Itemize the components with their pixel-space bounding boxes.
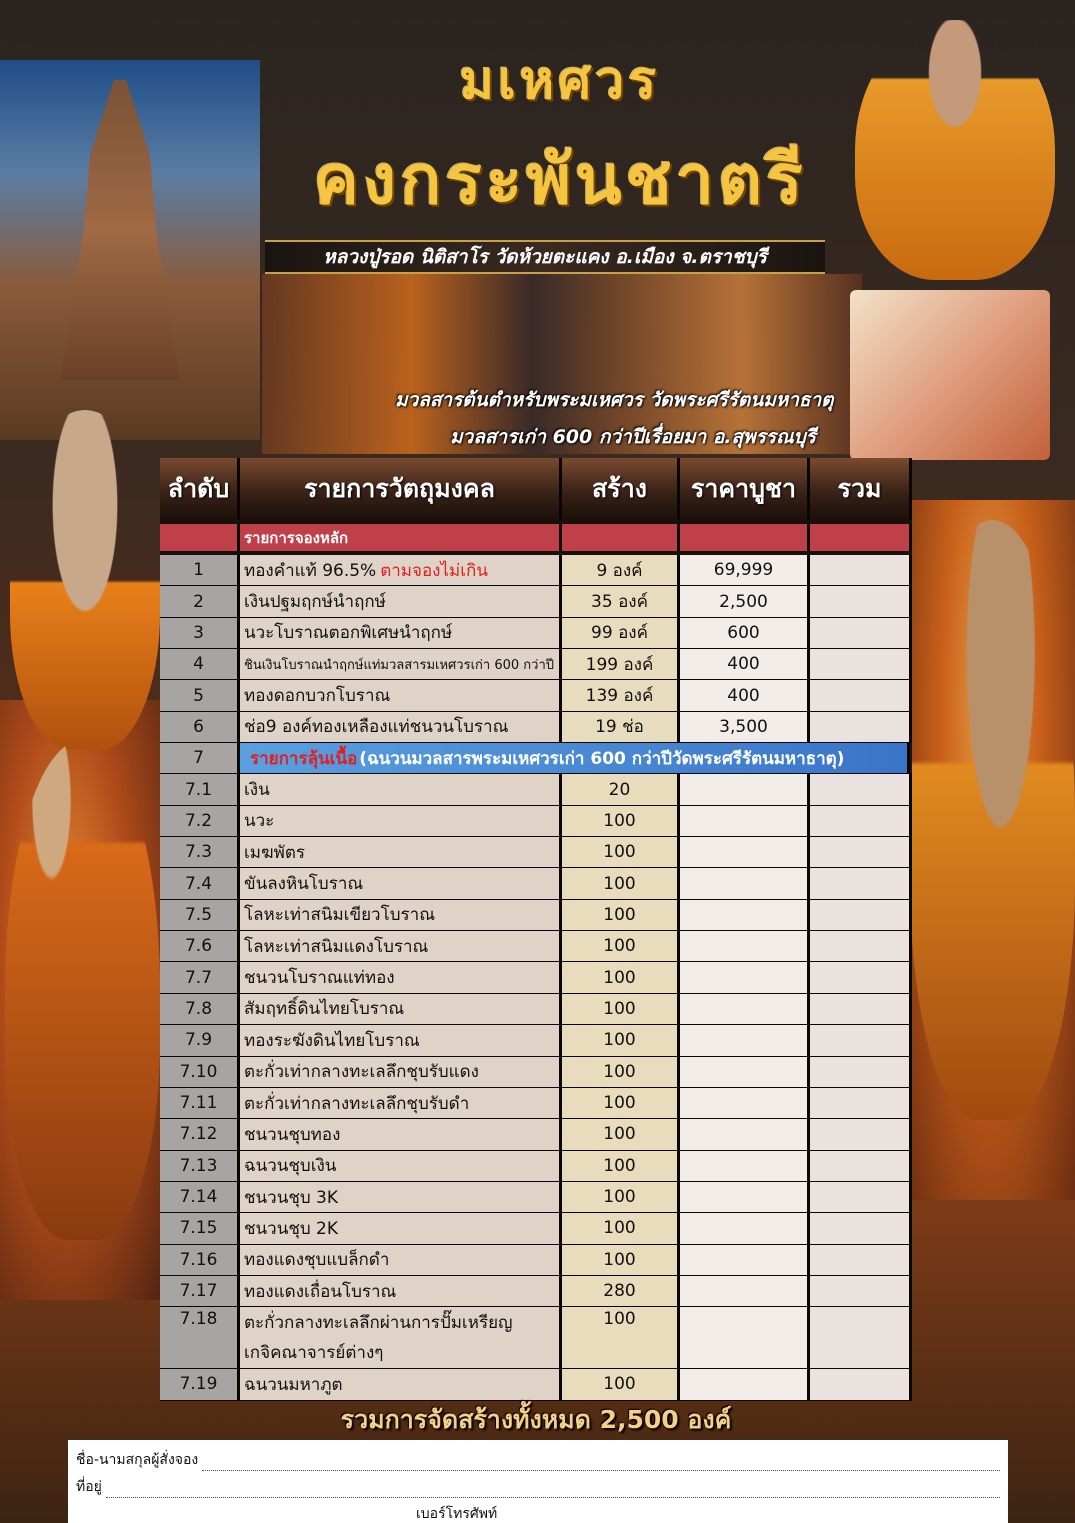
item-qty: 100 bbox=[562, 1057, 680, 1087]
table-row bbox=[160, 962, 912, 993]
item-total bbox=[810, 931, 912, 961]
monk-portrait-top-right bbox=[855, 20, 1055, 280]
item-price bbox=[680, 1088, 810, 1118]
row-number: 7.18 bbox=[160, 1307, 240, 1368]
item-qty: 9 องค์ bbox=[562, 555, 680, 585]
item-price: 400 bbox=[680, 649, 810, 679]
address-field-row[interactable] bbox=[76, 1471, 1000, 1498]
table-row bbox=[160, 931, 912, 962]
row-number: 7.8 bbox=[160, 994, 240, 1024]
item-price: 600 bbox=[680, 618, 810, 648]
item-price bbox=[680, 1025, 810, 1055]
column-header-item: รายการวัตถุมงคล bbox=[240, 458, 562, 520]
item-total bbox=[810, 994, 912, 1024]
table-body bbox=[160, 555, 912, 1401]
table-row bbox=[160, 1307, 912, 1369]
price-table bbox=[160, 458, 912, 1400]
row-number: 7.11 bbox=[160, 1088, 240, 1118]
section-7-label bbox=[240, 743, 910, 773]
row-number: 7.1 bbox=[160, 774, 240, 804]
item-name: ตะกั่วเท่ากลางทะเลลึกชุบรับแดง bbox=[240, 1057, 562, 1087]
table-row bbox=[160, 618, 912, 649]
item-price bbox=[680, 1057, 810, 1087]
subtitle-banner: หลวงปู่รอด นิติสาโร วัดห้วยตะแคง อ.เมือง จ.ตราชบุรี bbox=[265, 240, 825, 274]
table-row bbox=[160, 806, 912, 837]
caption-1: มวลสารต้นตำหรับพระมเหศวร วัดพระศรีรัตนมหาธาตุ bbox=[395, 389, 834, 411]
monk-portrait-right bbox=[910, 520, 1075, 1120]
item-name: เงิน bbox=[240, 774, 562, 804]
item-qty: 139 องค์ bbox=[562, 680, 680, 710]
item-qty: 100 bbox=[562, 1213, 680, 1243]
item-name: ชนวนชุบทอง bbox=[240, 1119, 562, 1149]
title-line-2: คงกระพันชาตรี bbox=[313, 140, 807, 220]
table-row bbox=[160, 680, 912, 711]
item-total bbox=[810, 1088, 912, 1118]
item-name: ขันลงหินโบราณ bbox=[240, 868, 562, 898]
item-price bbox=[680, 1245, 810, 1275]
item-name: ชนวนชุบ 2K bbox=[240, 1213, 562, 1243]
order-form bbox=[68, 1440, 1008, 1523]
title-line-1: มเหศวร bbox=[459, 50, 661, 111]
item-total bbox=[810, 680, 912, 710]
item-name bbox=[240, 1307, 562, 1368]
item-name: โลหะเท่าสนิมเขียวโบราณ bbox=[240, 900, 562, 930]
table-row bbox=[160, 1119, 912, 1150]
item-name-line-1: ตะกั่วกลางทะเลลึกผ่านการปั๊มเหรียญ bbox=[244, 1313, 513, 1334]
item-name: นวะ bbox=[240, 806, 562, 836]
item-name bbox=[240, 555, 562, 585]
item-price bbox=[680, 1151, 810, 1181]
row-number: 7.19 bbox=[160, 1369, 240, 1399]
table-row bbox=[160, 586, 912, 617]
item-price bbox=[680, 806, 810, 836]
item-qty: 100 bbox=[562, 1369, 680, 1399]
table-row bbox=[160, 1025, 912, 1056]
item-total bbox=[810, 1276, 912, 1306]
item-total bbox=[810, 1369, 912, 1399]
item-total bbox=[810, 1057, 912, 1087]
item-price: 400 bbox=[680, 680, 810, 710]
phone-label: เบอร์โทรศัพท์ bbox=[416, 1506, 498, 1522]
table-row bbox=[160, 994, 912, 1025]
table-row bbox=[160, 1369, 912, 1400]
item-total bbox=[810, 1245, 912, 1275]
item-name: ชินเงินโบราณนำฤกษ์แท่มวลสารมเหศวรเก่า 600 กว่าปี bbox=[240, 649, 562, 679]
row-number: 7.9 bbox=[160, 1025, 240, 1055]
name-field[interactable] bbox=[202, 1470, 1000, 1471]
item-name: นวะโบราณตอกพิเศษนำฤกษ์ bbox=[240, 618, 562, 648]
address-field[interactable] bbox=[106, 1497, 1000, 1498]
row-number: 7 bbox=[160, 743, 240, 773]
row-number: 2 bbox=[160, 586, 240, 616]
item-qty: 100 bbox=[562, 1245, 680, 1275]
item-total bbox=[810, 837, 912, 867]
column-header-price: ราคาบูชา bbox=[680, 458, 810, 520]
item-total bbox=[810, 618, 912, 648]
item-price bbox=[680, 900, 810, 930]
item-price bbox=[680, 1213, 810, 1243]
table-row bbox=[160, 774, 912, 805]
poster-title bbox=[260, 18, 860, 238]
item-price: 3,500 bbox=[680, 712, 810, 742]
item-name: ทองระฆังดินไทยโบราณ bbox=[240, 1025, 562, 1055]
row-number: 7.15 bbox=[160, 1213, 240, 1243]
table-row bbox=[160, 1088, 912, 1119]
item-name: ตะกั่วเท่ากลางทะเลลึกชุบรับดำ bbox=[240, 1088, 562, 1118]
row-number: 3 bbox=[160, 618, 240, 648]
caption-2: มวลสารเก่า 600 กว่าปีเรื่อยมา อ.สุพรรณบุรี bbox=[450, 426, 816, 448]
item-price bbox=[680, 1119, 810, 1149]
column-header-total: รวม bbox=[810, 458, 912, 520]
item-price bbox=[680, 837, 810, 867]
table-row bbox=[160, 712, 912, 743]
item-name: ฉนวนชุบเงิน bbox=[240, 1151, 562, 1181]
item-qty: 100 bbox=[562, 962, 680, 992]
item-name: ทองแดงชุบแบล็กดำ bbox=[240, 1245, 562, 1275]
row-number: 7.2 bbox=[160, 806, 240, 836]
row-number: 7.14 bbox=[160, 1182, 240, 1212]
item-price bbox=[680, 1182, 810, 1212]
item-qty: 35 องค์ bbox=[562, 586, 680, 616]
section-header-7 bbox=[160, 743, 912, 774]
name-field-row[interactable] bbox=[76, 1444, 1000, 1471]
item-qty: 100 bbox=[562, 1088, 680, 1118]
row-number: 1 bbox=[160, 555, 240, 585]
item-price bbox=[680, 1307, 810, 1368]
table-row bbox=[160, 1151, 912, 1182]
item-qty: 100 bbox=[562, 1025, 680, 1055]
item-name: เงินปฐมฤกษ์นำฤกษ์ bbox=[240, 586, 562, 616]
item-price bbox=[680, 931, 810, 961]
item-total bbox=[810, 774, 912, 804]
item-name-line-2: เกจิคณาจารย์ต่างๆ bbox=[244, 1343, 384, 1364]
item-name: ฉนวนมหาภูต bbox=[240, 1369, 562, 1399]
row-number: 6 bbox=[160, 712, 240, 742]
item-total bbox=[810, 586, 912, 616]
table-row bbox=[160, 1245, 912, 1276]
amulet-statue-image bbox=[850, 290, 1050, 460]
section-7-highlight: รายการลุ้นเนื้อ bbox=[250, 748, 358, 769]
item-total bbox=[810, 1182, 912, 1212]
item-qty: 100 bbox=[562, 1182, 680, 1212]
item-qty: 100 bbox=[562, 994, 680, 1024]
row-number: 7.13 bbox=[160, 1151, 240, 1181]
limit-note: ตามจองไม่เกิน bbox=[380, 560, 488, 581]
item-price bbox=[680, 962, 810, 992]
item-name: ช่อ9 องค์ทองเหลืองแท่ชนวนโบราณ bbox=[240, 712, 562, 742]
item-total bbox=[810, 555, 912, 585]
table-row bbox=[160, 837, 912, 868]
section-main-label: รายการจองหลัก bbox=[240, 524, 562, 551]
item-total bbox=[810, 900, 912, 930]
item-total bbox=[810, 649, 912, 679]
item-name: ทองดอกบวกโบราณ bbox=[240, 680, 562, 710]
item-name: ชนวนชุบ 3K bbox=[240, 1182, 562, 1212]
item-total bbox=[810, 1025, 912, 1055]
table-row bbox=[160, 1057, 912, 1088]
column-header-no: ลำดับ bbox=[160, 458, 240, 520]
table-header bbox=[160, 458, 912, 520]
table-row bbox=[160, 1213, 912, 1244]
row-number: 4 bbox=[160, 649, 240, 679]
item-total bbox=[810, 868, 912, 898]
row-number: 7.17 bbox=[160, 1276, 240, 1306]
item-qty: 100 bbox=[562, 837, 680, 867]
monk-portrait-left-lower bbox=[5, 740, 160, 1240]
section-7-description: (ฉนวนมวลสารพระมเหศวรเก่า 600 กว่าปีวัดพระศรีรัตนมหาธาตุ) bbox=[359, 748, 845, 769]
item-name: สัมฤทธิ์ดินไทยโบราณ bbox=[240, 994, 562, 1024]
item-qty: 199 องค์ bbox=[562, 649, 680, 679]
item-qty: 100 bbox=[562, 806, 680, 836]
item-qty: 100 bbox=[562, 1307, 680, 1368]
item-qty: 100 bbox=[562, 868, 680, 898]
item-name: ชนวนโบราณแท่ทอง bbox=[240, 962, 562, 992]
item-price bbox=[680, 774, 810, 804]
table-row bbox=[160, 555, 912, 586]
table-row bbox=[160, 1276, 912, 1307]
row-number: 7.12 bbox=[160, 1119, 240, 1149]
row-number: 7.6 bbox=[160, 931, 240, 961]
phone-field-row[interactable] bbox=[76, 1498, 1000, 1523]
column-header-qty: สร้าง bbox=[562, 458, 680, 520]
item-qty: 19 ช่อ bbox=[562, 712, 680, 742]
row-number: 7.3 bbox=[160, 837, 240, 867]
row-number: 5 bbox=[160, 680, 240, 710]
item-qty: 99 องค์ bbox=[562, 618, 680, 648]
item-name: เมฆพัตร bbox=[240, 837, 562, 867]
row-number: 7.16 bbox=[160, 1245, 240, 1275]
item-qty: 100 bbox=[562, 900, 680, 930]
item-total bbox=[810, 1307, 912, 1368]
item-price: 2,500 bbox=[680, 586, 810, 616]
item-price bbox=[680, 868, 810, 898]
item-price bbox=[680, 1369, 810, 1399]
sub-rows bbox=[160, 774, 912, 1307]
item-total bbox=[810, 1213, 912, 1243]
table-row bbox=[160, 868, 912, 899]
name-label: ชื่อ-นามสกุลผู้สั่งจอง bbox=[76, 1452, 199, 1468]
total-summary: รวมการจัดสร้างทั้งหมด 2,500 องค์ bbox=[340, 1405, 732, 1434]
item-qty: 100 bbox=[562, 1151, 680, 1181]
item-total bbox=[810, 806, 912, 836]
item-name-text: ทองคำแท้ 96.5% bbox=[244, 560, 377, 581]
item-price bbox=[680, 994, 810, 1024]
item-qty: 20 bbox=[562, 774, 680, 804]
item-total bbox=[810, 1119, 912, 1149]
monk-portrait-left bbox=[10, 410, 160, 750]
table-row bbox=[160, 649, 912, 680]
item-name: ทองแดงเถื่อนโบราณ bbox=[240, 1276, 562, 1306]
row-number: 7.7 bbox=[160, 962, 240, 992]
item-total bbox=[810, 1151, 912, 1181]
item-name: โลหะเท่าสนิมแดงโบราณ bbox=[240, 931, 562, 961]
row-number: 7.4 bbox=[160, 868, 240, 898]
item-qty: 100 bbox=[562, 1119, 680, 1149]
item-price: 69,999 bbox=[680, 555, 810, 585]
row-number: 7.10 bbox=[160, 1057, 240, 1087]
table-row bbox=[160, 1182, 912, 1213]
item-total bbox=[810, 962, 912, 992]
item-qty: 280 bbox=[562, 1276, 680, 1306]
item-qty: 100 bbox=[562, 931, 680, 961]
item-price bbox=[680, 1276, 810, 1306]
table-row bbox=[160, 900, 912, 931]
row-number: 7.5 bbox=[160, 900, 240, 930]
address-label: ที่อยู่ bbox=[76, 1479, 102, 1495]
item-total bbox=[810, 712, 912, 742]
section-header-main bbox=[160, 524, 912, 551]
